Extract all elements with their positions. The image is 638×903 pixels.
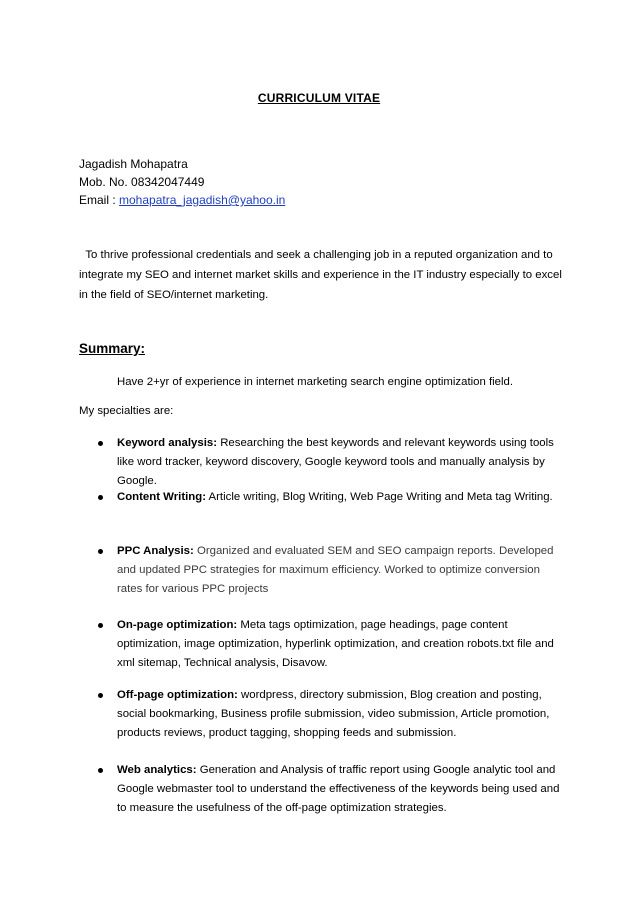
specialty-text: Meta tags optimization, page headings, page content optimization, image optimization, hyperlink optimization, and creation robots.txt file and xml sitemap, Technical analysis, Disavow. [117, 619, 554, 670]
specialty-label: Keyword analysis: [117, 437, 218, 449]
specialty-label: PPC Analysis: [117, 545, 194, 557]
bullet-dot [98, 495, 103, 500]
summary-heading: Summary: [79, 341, 146, 356]
list-item [98, 488, 568, 507]
summary-text: Have 2+yr of experience in internet marketing search engine optimization field. [117, 376, 514, 388]
specialty-text: Article writing, Blog Writing, Web Page Writing and Meta tag Writing. [206, 491, 553, 503]
specialty-label: On-page optimization: [117, 619, 238, 631]
specialty-label: Web analytics: [117, 764, 197, 776]
list-item [98, 686, 568, 744]
contact-name: Jagadish Mohapatra [79, 157, 188, 171]
objective-paragraph [79, 245, 569, 305]
contact-block [79, 155, 285, 209]
email-link[interactable]: mohapatra_jagadish@yahoo.in [119, 193, 286, 207]
specialty-text: Generation and Analysis of traffic report using Google analytic tool and Google webmaster tool to understand the effectiveness of the keywords being used and to measure the usefulness of the off-page optimization strategies. [117, 764, 560, 815]
specialty-label: Off-page optimization: [117, 689, 238, 701]
list-item [98, 616, 568, 674]
bullet-dot [98, 549, 103, 554]
specialty-label: Content Writing: [117, 491, 206, 503]
specialties-intro: My specialties are: [79, 405, 174, 417]
list-item [98, 434, 568, 492]
bullet-dot [98, 693, 103, 698]
contact-mobile: Mob. No. 08342047449 [79, 175, 205, 189]
objective-text: To thrive professional credentials and seek a challenging job in a reputed organization and to integrate my SEO and internet market skills and experience in the IT industry especially to excel in the field of SEO/internet marketing. [79, 249, 562, 301]
specialty-text: wordpress, directory submission, Blog creation and posting, social bookmarking, Business profile submission, video submission, Article promotion, products reviews, product tagging, shopping feeds and submission. [117, 689, 550, 740]
contact-email-row [79, 191, 285, 209]
list-item [98, 542, 568, 600]
bullet-dot [98, 441, 103, 446]
specialty-text: Organized and evaluated SEM and SEO campaign reports. Developed and updated PPC strategies for maximum efficiency. Worked to optimize conversion rates for various PPC projects [117, 545, 554, 596]
document-title: CURRICULUM VITAE [257, 91, 381, 105]
bullet-dot [98, 623, 103, 628]
email-label: Email : [79, 193, 120, 207]
bullet-dot [98, 768, 103, 773]
list-item [98, 761, 568, 819]
specialty-text: Researching the best keywords and relevant keywords using tools like word tracker, keyword discovery, Google keyword tools and manually analysis by Google. [117, 437, 554, 488]
